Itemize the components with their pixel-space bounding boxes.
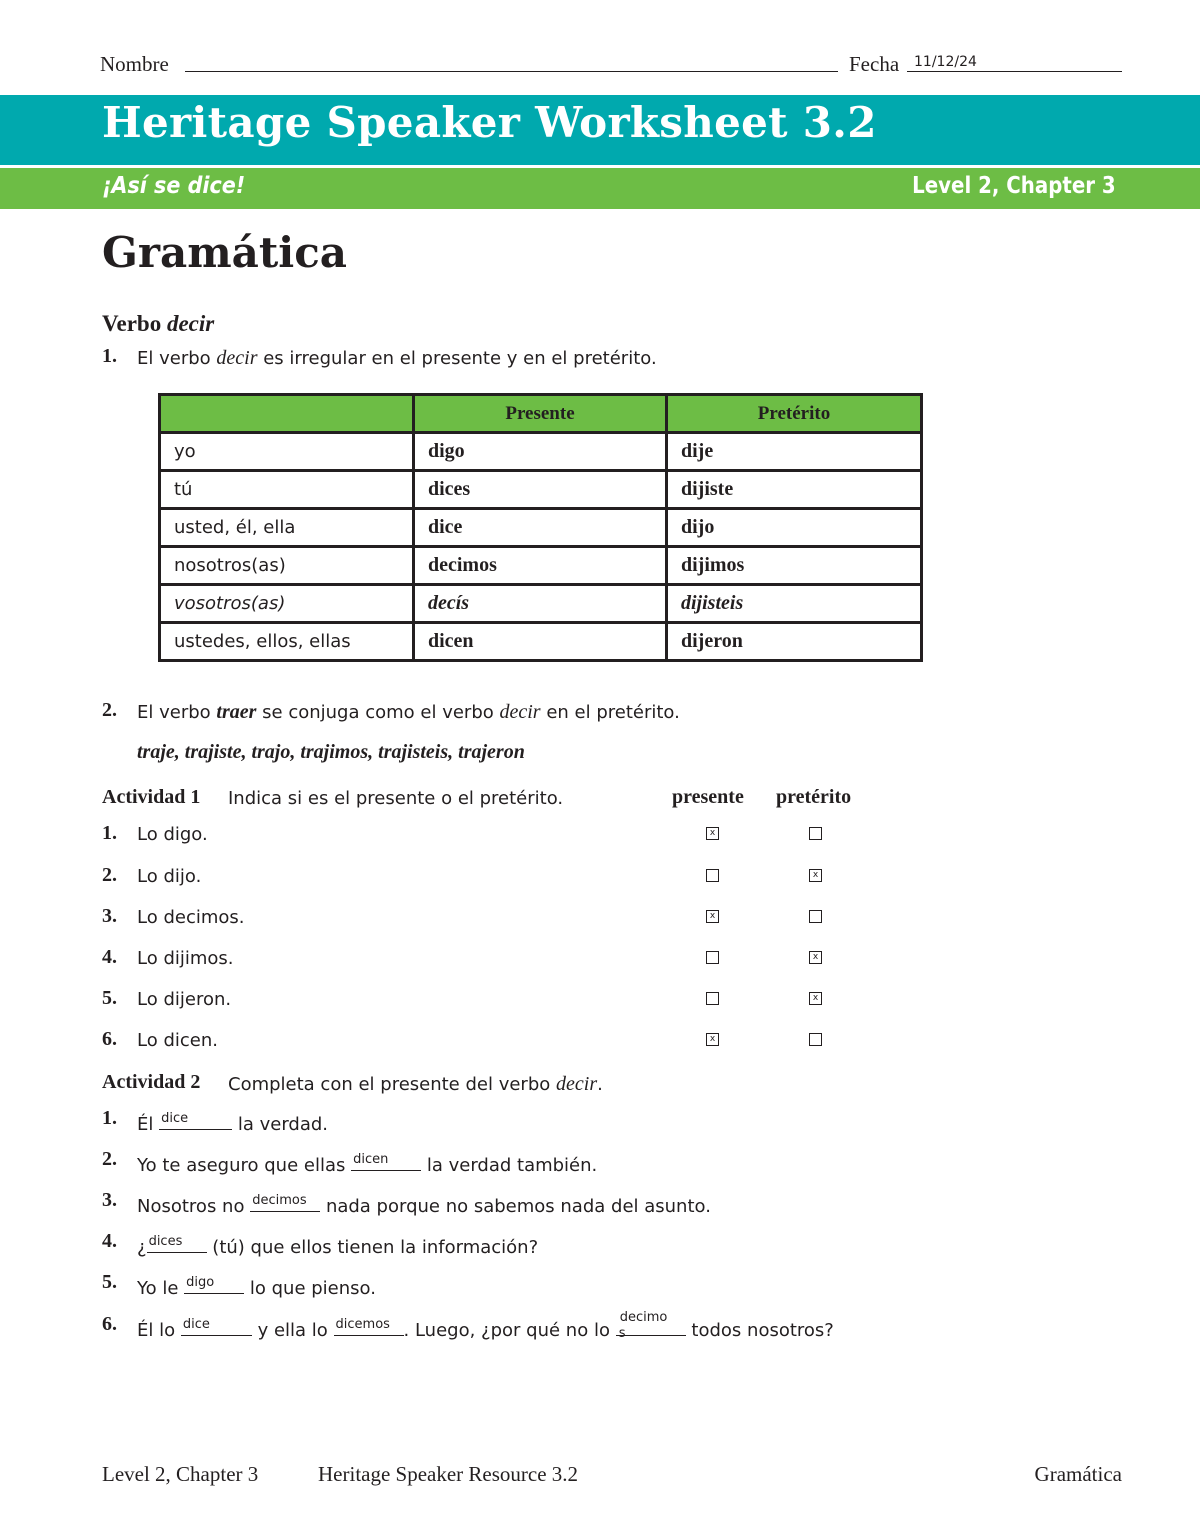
act2-item-6: Él lo dice y ella lo dicemos . Luego, ¿por qué no lo decimo s todos nosotros?: [137, 1310, 834, 1341]
footer-resource: Heritage Speaker Resource 3.2: [318, 1462, 579, 1486]
answer-blank-6c[interactable]: decimo s: [616, 1315, 686, 1336]
checkbox-presente[interactable]: [706, 951, 719, 964]
date-label: Fecha: [849, 52, 900, 76]
actividad-2-label: Actividad 2: [102, 1071, 201, 1093]
act2-item-number: 5.: [102, 1271, 117, 1293]
name-field[interactable]: [185, 71, 838, 72]
cell-subject: yo: [160, 433, 414, 471]
act1-item-text: Lo dijimos.: [137, 948, 234, 969]
actividad-2-instruction: Completa con el presente del verbo decir.: [228, 1073, 603, 1095]
table-row: [160, 623, 922, 661]
answer-blank[interactable]: decimos: [250, 1191, 320, 1212]
answer-blank[interactable]: digo: [184, 1273, 244, 1294]
checkbox-preterito[interactable]: [809, 1033, 822, 1046]
footer-section: Gramática: [1034, 1462, 1122, 1486]
conjugation-table: [158, 393, 923, 662]
checkbox-preterito[interactable]: [809, 827, 822, 840]
act2-item-6-number: 6.: [102, 1313, 117, 1335]
cell-subject: tú: [160, 471, 414, 509]
act1-item-text: Lo dijo.: [137, 866, 202, 887]
header-presente: Presente: [414, 395, 667, 433]
note-2-text: El verbo traer se conjuga como el verbo decir en el pretérito.: [137, 701, 680, 723]
act2-item: Él dice la verdad.: [137, 1111, 329, 1135]
checkbox-preterito[interactable]: [809, 992, 822, 1005]
checkbox-presente[interactable]: [706, 992, 719, 1005]
check-mark-icon: x: [812, 952, 819, 962]
checkbox-presente[interactable]: [706, 869, 719, 882]
actividad-1-instruction: Indica si es el presente o el pretérito.: [228, 788, 564, 809]
table-row: [160, 433, 922, 471]
checkbox-preterito[interactable]: [809, 910, 822, 923]
subhead-verbo-decir: Verbo decir: [102, 311, 215, 336]
cell-preterito: dijisteis: [667, 585, 922, 623]
table-row: [160, 471, 922, 509]
worksheet-title: Heritage Speaker Worksheet 3.2: [102, 98, 877, 147]
cell-preterito: dijo: [667, 509, 922, 547]
table-header-row: [160, 395, 922, 433]
checkbox-preterito[interactable]: [809, 869, 822, 882]
act2-item-number: 2.: [102, 1148, 117, 1170]
section-title: Gramática: [102, 228, 348, 277]
actividad-1-label: Actividad 1: [102, 786, 201, 808]
note-1-text: El verbo decir es irregular en el presente y en el pretérito.: [137, 347, 657, 369]
cell-presente: decís: [414, 585, 667, 623]
name-label: Nombre: [100, 52, 169, 76]
act2-item-number: 1.: [102, 1107, 117, 1129]
act2-item-number: 4.: [102, 1230, 117, 1252]
table-row: [160, 585, 922, 623]
cell-subject: usted, él, ella: [160, 509, 414, 547]
checkbox-presente[interactable]: [706, 910, 719, 923]
series-name: ¡Así se dice!: [102, 173, 246, 199]
traer-forms: traje, trajiste, trajo, trajimos, trajisteis, trajeron: [137, 741, 525, 763]
act2-item: Nosotros no decimos nada porque no sabemos nada del asunto.: [137, 1193, 711, 1217]
act1-item-number: 1.: [102, 822, 117, 844]
cell-presente: decimos: [414, 547, 667, 585]
cell-presente: dices: [414, 471, 667, 509]
check-mark-icon: x: [812, 993, 819, 1003]
act2-item: Yo le digo lo que pienso.: [137, 1275, 376, 1299]
checkbox-presente[interactable]: [706, 827, 719, 840]
cell-subject: nosotros(as): [160, 547, 414, 585]
act1-item-text: Lo digo.: [137, 824, 208, 845]
answer-blank[interactable]: dicen: [351, 1150, 421, 1171]
cell-preterito: dijiste: [667, 471, 922, 509]
check-mark-icon: x: [709, 911, 716, 921]
answer-blank[interactable]: dice: [159, 1109, 232, 1130]
act1-item-number: 2.: [102, 864, 117, 886]
act1-item-text: Lo decimos.: [137, 907, 245, 928]
act1-item-text: Lo dijeron.: [137, 989, 232, 1010]
cell-presente: digo: [414, 433, 667, 471]
checkbox-preterito[interactable]: [809, 951, 822, 964]
answer-blank[interactable]: dices: [147, 1232, 207, 1253]
note-1-number: 1.: [102, 345, 117, 367]
check-mark-icon: x: [709, 828, 716, 838]
act2-item: Yo te aseguro que ellas dicen la verdad también.: [137, 1152, 598, 1176]
cell-preterito: dijeron: [667, 623, 922, 661]
check-mark-icon: x: [709, 1034, 716, 1044]
level-chapter: Level 2, Chapter 3: [912, 173, 1116, 199]
act1-item-number: 5.: [102, 987, 117, 1009]
cell-preterito: dijimos: [667, 547, 922, 585]
note-2-number: 2.: [102, 699, 117, 721]
act1-item-number: 3.: [102, 905, 117, 927]
act1-item-number: 4.: [102, 946, 117, 968]
table-row: [160, 547, 922, 585]
column-preterito: pretérito: [776, 786, 852, 808]
answer-blank-6a[interactable]: dice: [181, 1315, 252, 1336]
cell-presente: dice: [414, 509, 667, 547]
cell-presente: dicen: [414, 623, 667, 661]
act2-item: ¿ dices (tú) que ellos tienen la información?: [137, 1234, 539, 1258]
column-presente: presente: [672, 786, 744, 808]
header-preterito: Pretérito: [667, 395, 922, 433]
footer-level: Level 2, Chapter 3: [102, 1462, 259, 1486]
act1-item-number: 6.: [102, 1028, 117, 1050]
check-mark-icon: x: [812, 870, 819, 880]
date-field[interactable]: [907, 71, 1122, 72]
date-value: 11/12/24: [914, 54, 977, 70]
cell-subject: vosotros(as): [160, 585, 414, 623]
answer-blank-6b[interactable]: dicemos: [334, 1315, 404, 1336]
cell-preterito: dije: [667, 433, 922, 471]
act1-item-text: Lo dicen.: [137, 1030, 218, 1051]
cell-subject: ustedes, ellos, ellas: [160, 623, 414, 661]
header-subject: [160, 395, 414, 433]
act2-item-number: 3.: [102, 1189, 117, 1211]
table-row: [160, 509, 922, 547]
checkbox-presente[interactable]: [706, 1033, 719, 1046]
